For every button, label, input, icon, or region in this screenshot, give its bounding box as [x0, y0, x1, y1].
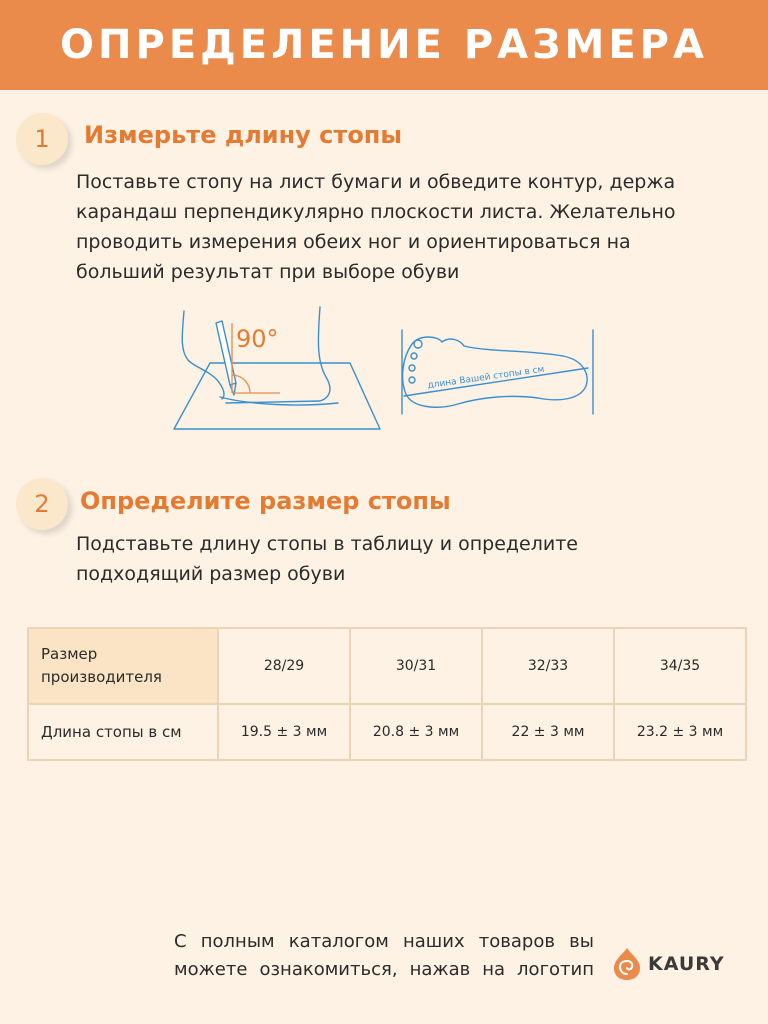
- step-2-number: 2: [34, 490, 50, 518]
- table-row: [28, 628, 746, 704]
- header-banner: [0, 0, 768, 90]
- step-1-description: [76, 167, 676, 287]
- step-2-title: Определите размер стопы: [80, 487, 451, 515]
- row-header-manufacturer-size: [28, 628, 218, 704]
- length-cell: 22 ± 3 мм: [482, 704, 614, 760]
- step-2-description: [76, 529, 578, 589]
- catalog-note-line: можете ознакомиться, нажав на логотип: [174, 959, 594, 980]
- table-row: [28, 704, 746, 760]
- size-cell: 30/31: [350, 628, 482, 704]
- length-cell: 20.8 ± 3 мм: [350, 704, 482, 760]
- kaury-logo-link[interactable]: [612, 944, 725, 984]
- size-table: [27, 627, 747, 761]
- step-2-badge: [16, 478, 68, 530]
- step-1-number: 1: [34, 125, 50, 153]
- page-title: ОПРЕДЕЛЕНИЕ РАЗМЕРА: [60, 22, 708, 68]
- kaury-logo-icon: [612, 946, 642, 982]
- step-2-text-line: подходящий размер обуви: [76, 563, 346, 585]
- step-2-text-line: Подставьте длину стопы в таблицу и определите: [76, 533, 578, 555]
- row-header-line: Размер: [41, 645, 98, 663]
- angle-label: 90°: [236, 325, 279, 353]
- size-cell: 28/29: [218, 628, 350, 704]
- step-1-badge: [16, 113, 68, 165]
- length-cell: 19.5 ± 3 мм: [218, 704, 350, 760]
- row-header-foot-length: Длина стопы в см: [28, 704, 218, 760]
- row-header-line: производителя: [41, 668, 162, 686]
- catalog-note-line: С полным каталогом наших товаров вы: [174, 931, 594, 952]
- size-cell: 34/35: [614, 628, 746, 704]
- foot-length-label: длина Вашей стопы в см: [427, 364, 545, 391]
- step-1-title: Измерьте длину стопы: [84, 121, 403, 149]
- logo-wordmark: KAURY: [648, 953, 725, 975]
- step-1-text-line: проводить измерения обеих ног и ориентироваться на: [76, 231, 631, 253]
- length-cell: 23.2 ± 3 мм: [614, 704, 746, 760]
- step-1-text-line: карандаш перпендикулярно плоскости листа. Желательно: [76, 201, 676, 223]
- step-1-text-line: больший результат при выборе обуви: [76, 261, 460, 283]
- foot-side-illustration: [170, 305, 385, 433]
- size-cell: 32/33: [482, 628, 614, 704]
- step-1-text-line: Поставьте стопу на лист бумаги и обведите контур, держа: [76, 171, 676, 193]
- catalog-note: [174, 928, 594, 984]
- foot-outline-illustration: [398, 328, 598, 416]
